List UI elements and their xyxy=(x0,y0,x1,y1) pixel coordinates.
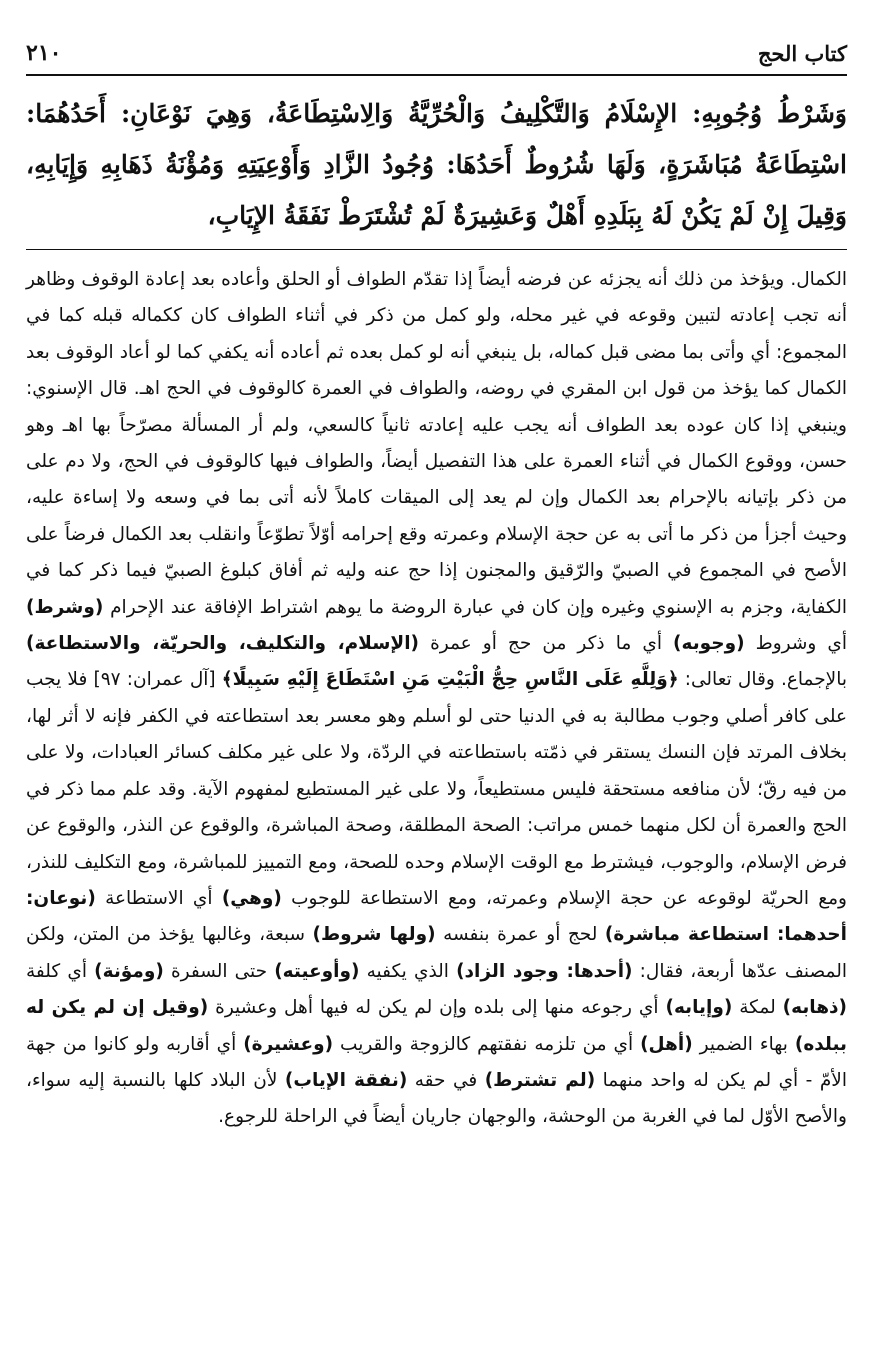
quoted-matn: (أهل) xyxy=(640,1033,693,1055)
running-title: كتاب الحج xyxy=(757,40,847,66)
quoted-matn: (وإيابه) xyxy=(665,997,733,1019)
quoted-matn: (وأوعيته) xyxy=(274,960,360,982)
commentary-run: في حقه xyxy=(414,1069,478,1091)
quran-verse: ﴿وَلِلَّهِ عَلَى النَّاسِ حِجُّ الْبَيْتِ مَنِ اسْتَطَاعَ إِلَيْهِ سَبِيلًا﴾ xyxy=(221,669,679,691)
commentary-run: أي كلفة xyxy=(26,960,87,982)
commentary-run: الكمال. ويؤخذ من ذلك أنه يجزئه عن فرضه أيضاً إذا تقدّم الطواف أو الحلق وأعاده بعد إعادة الوقوف وظاهر أنه تجب إعادته لتبين وقوعه في غير محله، ولو كمل من ذكر في أثناء الطواف كان ككماله قبله كما في المجموع: أي وأتى بما مضى قبل كماله، بل ينبغي أنه لو كمل بعده ثم أعاده أنه يكفي كما لو أعاد الوقوف بعد الكمال كما يؤخذ من قول ابن المقري في روضه، والطواف في العمرة كالوقوف في الحج اهـ. قال الإسنوي: وينبغي إذا كان عوده بعد الطواف أنه يجب عليه إعادته ثانياً كالسعي، ولم أر المسألة مصرّحاً بها اهـ وهو حسن، ووقوع الكمال في أثناء العمرة على هذا التفصيل أيضاً، والطواف فيها كالوقوف في الحج، ولا دم على من ذكر بإتيانه بالإحرام بعد الكمال وإن لم يعد إلى الميقات كاملاً لأنه أتى بما في وسعه ولا إساءة عليه، وحيث أجزأ من ذكر ما أتى به عن حجة الإسلام وعمرته وقع إحرامه أوّلاً تطوّعاً وانقلب بعد الكمال فرضاً على الأصح في المجموع في الصبيّ والرّقيق والمجنون إذا حج عنه وليه ثم أفاق كبلوغ الصبيّ فيما ذكر كما في الكفاية، وجزم به الإسنوي وغيره وإن كان في عبارة الروضة ما يوهم اشتراط الإفاقة عند الإحرام xyxy=(26,269,848,618)
commentary-run: أي وشروط xyxy=(755,633,848,655)
commentary-run: الذي يكفيه xyxy=(366,960,449,982)
commentary-run: [آل عمران: ٩٧] فلا يجب على كافر أصلي وجوب مطالبة به في الدنيا حتى لو أسلم وهو معسر بعد استطاعته في الكفر فإنه لا أثر لها، بخلاف المرتد فإن النسك يستقر في ذمّته باستطاعته في الردّة، ولا على غير مكلف كسائر العبادات، ولا على من فيه رقّ؛ لأن منافعه مستحقة فليس مستطيعاً، ولا على غير المستطيع لمفهوم الآية. وقد علم مما ذكر في الحج والعمرة أن لكل منهما خمس مراتب: الصحة المطلقة، وصحة المباشرة، والوقوع عن النذر، والوقوع عن فرض الإسلام، والوجوب، فيشترط مع الوقت الإسلام وحده للصحة، ومع التمييز للمباشرة، ومع التكليف للنذر، ومع الحريّة لوقوعه عن حجة الإسلام وعمرته، ومع الاستطاعة للوجوب xyxy=(26,669,847,909)
header-divider xyxy=(26,74,847,76)
commentary-run: بالإجماع. وقال تعالى: xyxy=(684,669,847,691)
commentary-run: لمكة xyxy=(739,997,776,1019)
commentary-run: سبعة، وغالبها يؤخذ من المتن، ولكن المصنف عدّها أربعة، فقال: xyxy=(26,924,848,982)
page-number: ٢١٠ xyxy=(26,40,62,66)
quoted-matn: (نوعان: أحدهما: استطاعة مباشرة) xyxy=(26,887,847,946)
quoted-matn: (وقيل إن لم يكن له ببلده) xyxy=(26,997,847,1055)
commentary-run: أي رجوعه منها إلى بلده وإن لم يكن له فيها أهل وعشيرة xyxy=(215,997,659,1019)
quoted-matn: (وهي) xyxy=(221,887,282,909)
commentary-run: أي الاستطاعة xyxy=(105,887,213,909)
commentary-run: بهاء الضمير xyxy=(699,1033,788,1055)
commentary-run: لأن البلاد كلها بالنسبة إليه سواء، والأصح الأوّل لما في الغربة من الوحشة، والوجهان جاريان أيضاً في الراحلة للرجوع. xyxy=(26,1069,847,1128)
quoted-matn: (ذهابه) xyxy=(782,997,847,1019)
commentary-run: أي من تلزمه نفقتهم كالزوجة والقريب xyxy=(340,1033,634,1055)
quoted-matn: (ومؤنة) xyxy=(94,960,164,982)
quoted-matn: (أحدها: وجود الزاد) xyxy=(456,960,633,982)
commentary-run: حتى السفرة xyxy=(170,960,268,982)
quoted-matn: (وشرط) xyxy=(26,596,104,618)
commentary-run: لحج أو عمرة بنفسه xyxy=(443,924,598,946)
commentary-text xyxy=(26,262,847,1136)
quoted-matn: (ولها شروط) xyxy=(312,924,436,946)
quoted-matn: (نفقة الإياب) xyxy=(284,1069,408,1091)
commentary-run: أي ما ذكر من حج أو عمرة xyxy=(430,633,662,655)
commentary-run: أي أقاربه ولو كانوا من جهة الأمّ - أي لم يكن له واحد منهما xyxy=(26,1033,847,1091)
matn-paragraph: وَشَرْطُ وُجُوبِهِ: الإِسْلَامُ وَالتَّكْلِيفُ وَالْحُرِّيَّةُ وَالِاسْتِطَاعَةُ، وَهِيَ نَوْعَانِ: أَحَدُهُمَا: اسْتِطَاعَةُ مُبَاشَرَةٍ، وَلَهَا شُرُوطٌ أَحَدُهَا: وُجُودُ الزَّادِ وَأَوْعِيَتِهِ وَمُؤْنَةُ ذَهَابِهِ وَإِيَابِهِ، وَقِيلَ إِنْ لَمْ يَكُنْ لَهُ بِبَلَدِهِ أَهْلٌ وَعَشِيرَةٌ لَمْ تُشْتَرَطْ نَفَقَةُ الإِيَابِ، xyxy=(26,99,847,230)
quoted-matn: (وجوبه) xyxy=(673,633,745,655)
quoted-matn: (لم تشترط) xyxy=(484,1069,596,1091)
matn-divider xyxy=(26,249,847,250)
quoted-matn: (الإسلام، والتكليف، والحريّة، والاستطاعة) xyxy=(26,633,419,655)
matn-text xyxy=(26,88,847,241)
commentary-paragraph xyxy=(26,262,847,1136)
page-header xyxy=(26,36,847,70)
quoted-matn: (وعشيرة) xyxy=(243,1033,334,1055)
